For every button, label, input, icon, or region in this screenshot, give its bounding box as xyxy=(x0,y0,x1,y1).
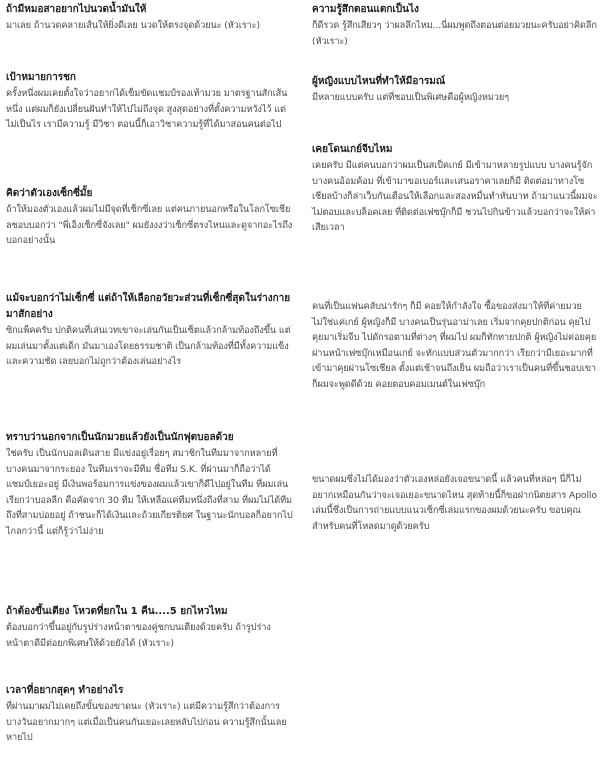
question-heading: คิดว่าตัวเองเซ็กซี่มั้ย xyxy=(6,188,93,199)
question-heading: เป้าหมายการชก xyxy=(6,72,76,83)
qa-section xyxy=(6,683,294,746)
answer-text: ถ้าให้มองตัวเองแล้วผมไม่มีจุดที่เซ็กซี่เลย แต่คนภายนอกหรือในโลกโซเชียลชอบบอกว่า "พี่เอ็งเซ็กซี่จังเลย" ผมยังงงว่าเซ็กซี่ตรงไหนและดูจากอะไรถึงบอกอย่างนั้น xyxy=(6,204,293,246)
qa-section xyxy=(6,70,294,133)
answer-text: ต้องบอกว่าขึ้นอยู่กับรูปร่างหน้าตาของคู่ชกบนเตียงด้วยครับ ถ้ารูปร่างหน้าตาดีมีต่อยกพิเศษให้ด้วยยังได้ (หัวเราะ) xyxy=(6,622,271,649)
qa-section xyxy=(312,74,598,106)
answer-text: ขนาดผมซึ่งไม่ได้มองว่าตัวเองหล่อยังเจอขนาดนี้ แล้วคนที่หล่อๆ นี่ก็ไม่อยากเหมือนกันว่าจะเจอเยอะขนาดไหน สุดท้ายนี้ก็ขอฝากนิตยสาร Apollo เล่มนี้ซึ่งเป็นการถ่ายแบบแนวเซ็กซี่เล่มแรกของผมด้วยนะครับ ขอบคุณสำหรับคนที่โหลดมาดูด้วยครับ xyxy=(312,474,597,532)
question-heading: ทราบว่านอกจากเป็นนักมวยแล้วยังเป็นนักฟุตบอลด้วย xyxy=(6,432,234,443)
answer-text: ก็ดีรวด รู้สึกเสียวๆ ว่าผลลึกไหม...นี่ผมพูดถึงตอนต่อยมวยนะครับอย่าคิดลึก (หัวเราะ) xyxy=(312,20,597,47)
question-heading: ถ้าต้องขึ้นเตียง โหวตที่ยกใน 1 คืน....5 ยกไหวไหม xyxy=(6,606,228,617)
answer-text: เคยครับ มีแต่คนบอกว่าผมเป็นสเป็คเกย์ มีเข้ามาหลายรูปแบบ บางคนรู้จัก บางคนอ้อมค้อม ที่เข้ามาขอเบอร์และเสนอราคาเลยก็มี ติดต่อมาทางโซเชียลบ้างก็ล่าเว็บกันเตือนให้เลือกและสองหมื่นทำหันบาท ถ้ามาแนวนี้ผมจะไม่ตอบและบล็อคเลย ที่ติดต่อเฟซบุ๊กก็มี ชวนไปกินข้าวแล้วบอกว่าจะให้ค่าเสียเวลา xyxy=(312,160,598,233)
qa-section xyxy=(312,2,598,49)
qa-section xyxy=(6,430,294,539)
qa-section xyxy=(6,291,294,370)
answer-text: ใช่ครับ เป็นนักบอลเดินสาย มีแข่งอยู่เรื่อยๆ สมาชิกในทีมมาจากหลายที่ บางคนมาจากระยอง ในทีมเราจะมีทีม ชื่อทีม S.K. ที่ผ่านมาก็ถือว่าได้แชมป์เยอะอยู่ มีเงินพอร้อมการแข่งของผมแล้วเขาก็ดีไปอยู่ในทีม ที่ผมเล่นเรียกว่าบอลลีก คือคัดจาก 30 ทีม ให้เหลือแค่ทีมหนึ่งถึงที่สาม ที่ผมไม่ได้ทีมถึงที่สามบ่อยอยู่ ถ้าชนะก็ได้เงินและถ้วยเกียรติยศ ในฐานะนักบอลก็อยากไปไกลกว่านี้ แต่ก็รู้ว่าไม่ง่าย xyxy=(6,448,293,537)
qa-section xyxy=(6,604,294,651)
question-heading: เคยโดนเกย์จีบไหม xyxy=(312,144,393,155)
qa-section xyxy=(6,2,294,34)
answer-paragraph xyxy=(312,299,598,392)
qa-section xyxy=(6,186,294,249)
answer-text: มาเลย ถ้านวดคลายเส้นให้ยิ่งดีเลย นวดให้ตรงจุดด้วยนะ (หัวเราะ) xyxy=(6,20,260,31)
question-heading: เวลาที่อยากสุดๆ ทำอย่างไร xyxy=(6,685,124,696)
answer-text: ที่ผ่านมาผมไม่เคยถึงขั้นของขาดนะ (หัวเราะ) แต่มีความรู้สึกว่าต้องการ บางวันอยากมากๆ แต่เมื่อเป็นคนกันเยอะเลยหลับไปก่อน ความรู้สึกนั้นเลยหายไป xyxy=(6,701,287,743)
answer-text: ครั้งหนึ่งผมเคยตั้งใจว่าอยากได้เข็มขัดแชมป์รองเท้ามวย มาตรฐานสักเส้นหนึ่ง แต่ผมก็ยังเปลี่ยนฝันทำให้ไปไม่ถึงจุด สูงสุดอย่างที่ตั้งความหวังไว้ แต่ไม่เป็นไร เรามีความรู้ มีวิชา ตอนนี้ก็เอาวิชาความรู้ที่ได้มาสอนคนต่อไป xyxy=(6,88,288,130)
question-heading: ผู้หญิงแบบไหนที่ทำให้มีอารมณ์ xyxy=(312,76,446,87)
answer-text: มีหลายแบบครับ แต่ที่ชอบเป็นพิเศษคือผู้หญิงหมวยๆ xyxy=(312,92,509,103)
qa-section xyxy=(312,142,598,236)
answer-text: คนที่เป็นแฟนคลับน่ารักๆ ก็มี คอยให้กำลังใจ ซื้อของส่งมาให้ที่ค่ายมวย ไม่ใช่แค่เกย์ ผู้หญิงก็มี บางคนเป็นรุ่นอาม่าเลย เริ่มจากคุยปกติก่อน คุยไปคุยมาเริ่มจีบ ไปดักรอตามที่ต่างๆ ที่ผมไป ผมก็ทักทายปกติ ผู้หญิงไม่ค่อยคุยผ่านหน้าเฟซบุ๊กเหมือนเกย์ จะทักแบบส่วนตัวมากกว่า เรียกว่ามีเยอะมากที่เข้ามาคุยผ่านโซเชียล ตั้งแต่เช้าจนถึงเย็น ผมถือว่าเราเป็นคนที่ขึ้นชอบเขา ก็ผมจะพูดดีด้วย คอยตอบคอมเมนต์ในเฟซบุ๊ก xyxy=(312,301,597,390)
question-heading: แม้จะบอกว่าไม่เซ็กซี่ แต่ถ้าให้เลือกอวัยวะส่วนที่เซ็กซี่สุดในร่างกายมาสักอย่าง xyxy=(6,293,291,320)
answer-text: ซิกแพ็คครับ ปกติคนที่เล่นเวทเขาจะเล่นกันเป็นเซ็ตแล้วกล้ามท้องถึงขึ้น แต่ผมเล่นมาตั้งแต่เด็ก มันมาเองโดยธรรมชาติ เป็นกล้ามท้องที่มีทั้งความแข็งและความชัด เลยบอกไม่ถูกว่าต้องเล่นอย่างไร xyxy=(6,325,291,367)
answer-paragraph xyxy=(312,472,598,534)
question-heading: ความรู้สึกตอนแตกเป็นไง xyxy=(312,4,419,15)
question-heading: ถ้ามีหมอสาอยากไปนวดน้ำมันให้ xyxy=(6,4,147,15)
